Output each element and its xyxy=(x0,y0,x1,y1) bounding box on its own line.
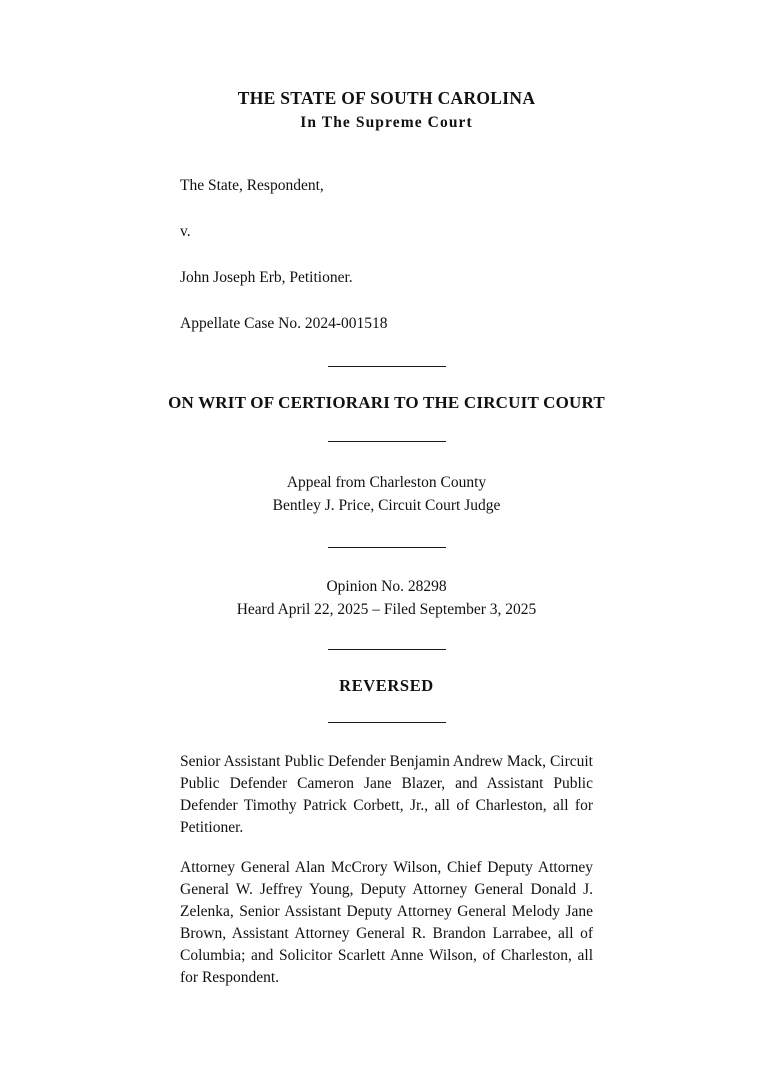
counsel-paragraph-petitioner: Senior Assistant Public Defender Benjamin Andrew Mack, Circuit Public Defender Cameron Jane Blazer, and Assistant Public Defender Timothy Patrick Corbett, Jr., all of Charleston, all for Petitioner. xyxy=(180,753,593,837)
horizontal-rule xyxy=(328,366,446,367)
divider-below-opinion xyxy=(0,649,773,650)
counsel-paragraph-respondent: Attorney General Alan McCrory Wilson, Chief Deputy Attorney General W. Jeffrey Young, Deputy Attorney General Donald J. Zelenka, Senior Assistant Deputy Attorney General Melody Jane Brown, Assistant Attorney General R. Brandon Larrabee, all of Columbia; and Solicitor Scarlett Anne Wilson, of Charleston, all for Respondent. xyxy=(180,859,593,987)
writ-heading: ON WRIT OF CERTIORARI TO THE CIRCUIT COURT xyxy=(168,393,605,413)
appeal-from-block xyxy=(0,472,773,517)
court-division: In The Supreme Court xyxy=(300,113,473,131)
divider-below-writ xyxy=(0,441,773,442)
horizontal-rule xyxy=(328,722,446,723)
case-caption xyxy=(0,176,773,335)
appeal-county: Appeal from Charleston County xyxy=(286,474,487,492)
appeal-judge: Bentley J. Price, Circuit Court Judge xyxy=(272,496,501,514)
divider-above-writ xyxy=(0,366,773,367)
disposition-heading: REVERSED xyxy=(339,676,434,696)
court-name: THE STATE OF SOUTH CAROLINA xyxy=(237,88,536,108)
caption-versus: v. xyxy=(180,222,191,240)
court-header xyxy=(0,88,773,134)
caption-case-number: Appellate Case No. 2024-001518 xyxy=(180,314,388,332)
horizontal-rule xyxy=(328,547,446,548)
opinion-info-block xyxy=(0,576,773,621)
horizontal-rule xyxy=(328,649,446,650)
opinion-dates: Heard April 22, 2025 – Filed September 3, 2025 xyxy=(236,600,537,618)
counsel-block xyxy=(0,751,773,989)
divider-below-disposition xyxy=(0,722,773,723)
divider-below-appeal xyxy=(0,547,773,548)
horizontal-rule xyxy=(328,441,446,442)
opinion-number: Opinion No. 28298 xyxy=(326,578,447,596)
caption-petitioner: John Joseph Erb, Petitioner. xyxy=(180,268,353,286)
opinion-page xyxy=(0,88,773,1088)
caption-respondent: The State, Respondent, xyxy=(180,176,324,194)
